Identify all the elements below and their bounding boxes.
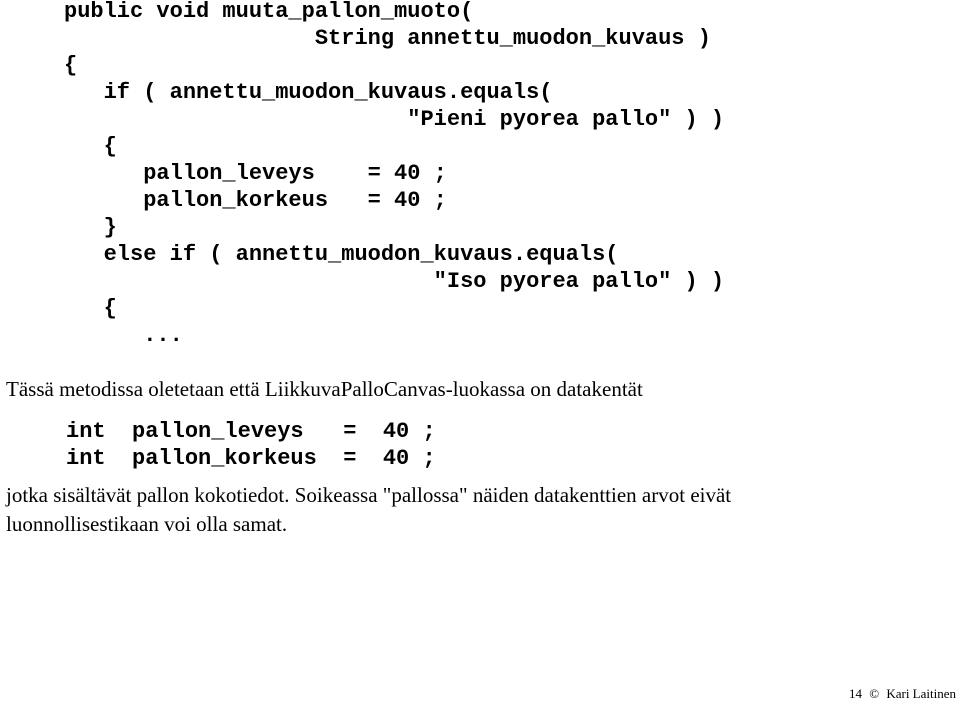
code-line: ... bbox=[64, 323, 183, 348]
page-number: 14 bbox=[848, 686, 862, 701]
code-block-method bbox=[64, 0, 724, 349]
code-block-declarations bbox=[66, 418, 436, 472]
page-footer bbox=[845, 685, 956, 703]
code-line: int pallon_korkeus = 40 ; bbox=[66, 446, 436, 471]
code-line: else if ( annettu_muodon_kuvaus.equals( bbox=[64, 242, 619, 267]
code-line: { bbox=[64, 53, 78, 78]
conclusion-paragraph-line-2: luonnollisestikaan voi olla samat. bbox=[6, 512, 288, 536]
explanation-paragraph: Tässä metodissa oletetaan että LiikkuvaPalloCanvas-luokassa on datakentät bbox=[6, 377, 643, 401]
code-line: int pallon_leveys = 40 ; bbox=[66, 419, 436, 444]
code-line: public void muuta_pallon_muoto( bbox=[64, 0, 474, 24]
code-line: { bbox=[64, 134, 117, 159]
code-line: String annettu_muodon_kuvaus ) bbox=[64, 26, 711, 51]
code-line: if ( annettu_muodon_kuvaus.equals( bbox=[64, 80, 553, 105]
copyright-icon: © bbox=[869, 686, 880, 701]
conclusion-paragraph-line-1: jotka sisältävät pallon kokotiedot. Soikeassa "pallossa" näiden datakenttien arvot eivät bbox=[6, 483, 732, 507]
code-line: "Iso pyorea pallo" ) ) bbox=[64, 269, 725, 294]
author-name: Kari Laitinen bbox=[886, 686, 956, 701]
code-line: pallon_leveys = 40 ; bbox=[64, 161, 447, 186]
code-line: } bbox=[64, 215, 117, 240]
code-line: { bbox=[64, 296, 117, 321]
code-line: "Pieni pyorea pallo" ) ) bbox=[64, 107, 725, 132]
code-line: pallon_korkeus = 40 ; bbox=[64, 188, 447, 213]
